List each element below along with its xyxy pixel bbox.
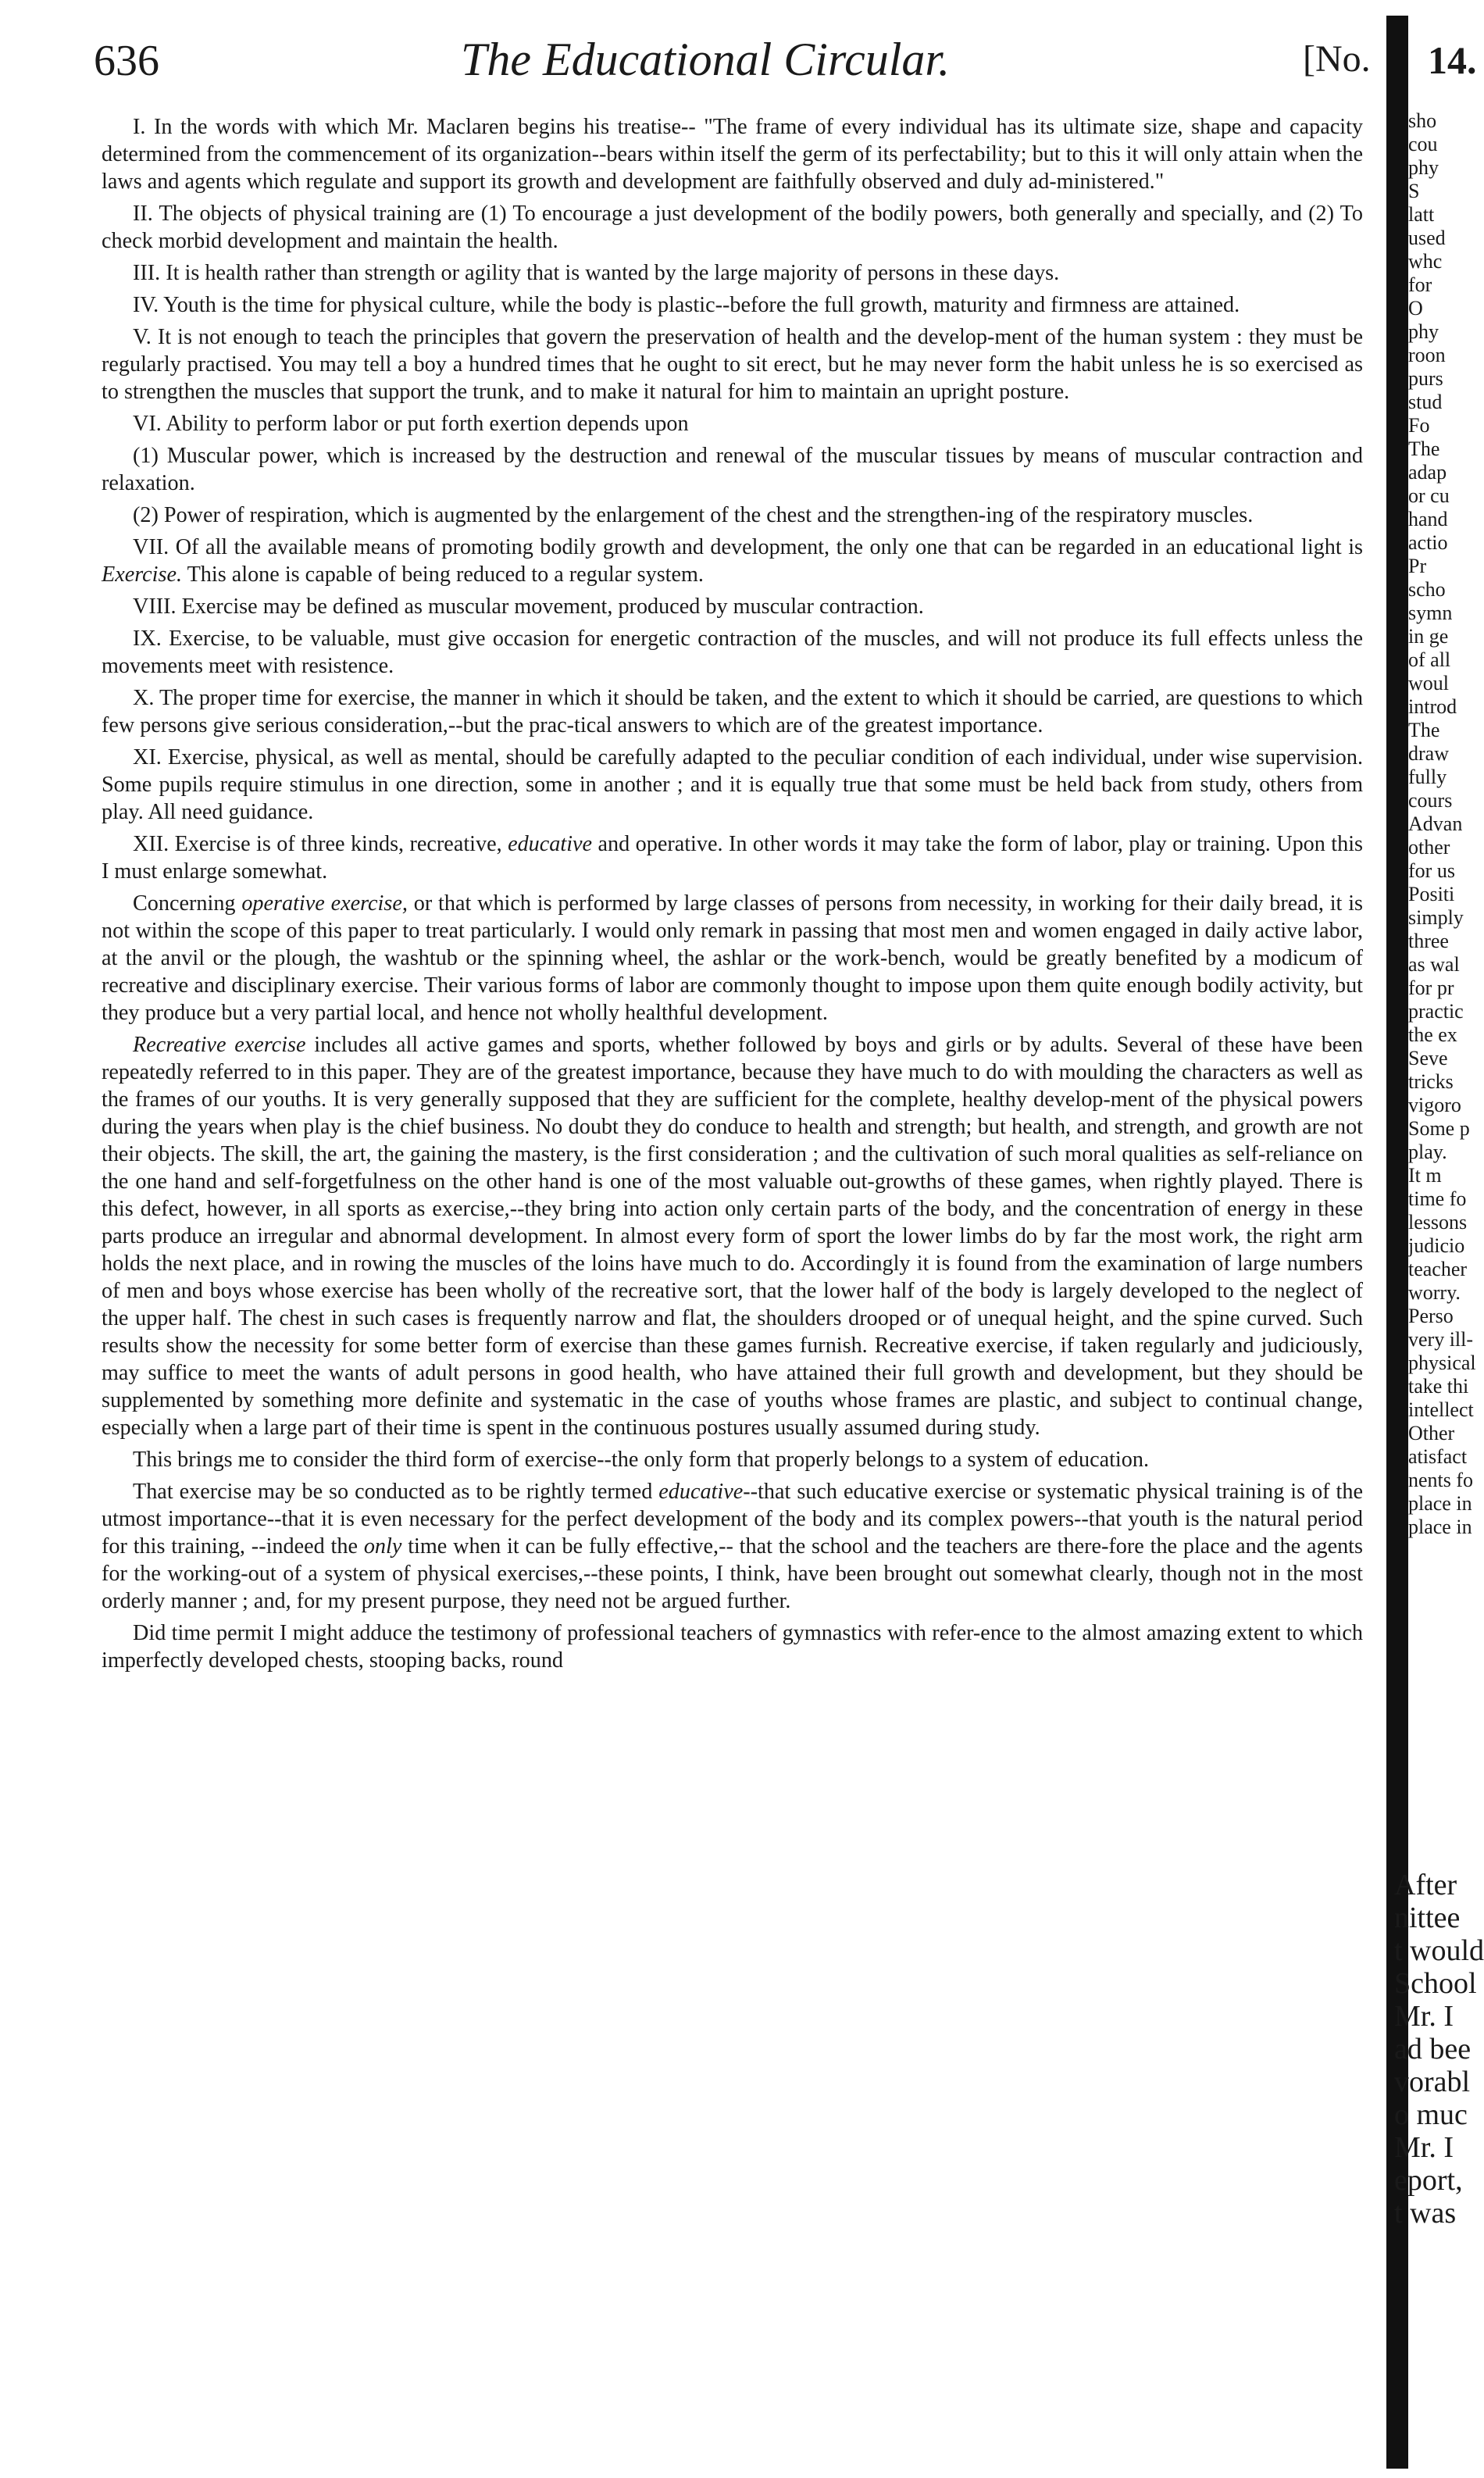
adjacent-column-line: practic <box>1408 1000 1464 1023</box>
adjacent-column-line: actio <box>1408 531 1448 554</box>
adjacent-column-line: fully <box>1408 766 1447 788</box>
adjacent-column-line: play. <box>1408 1141 1447 1163</box>
article-paragraph: II. The objects of physical training are (1) To encourage a just development of the bodily powers, both generally and specially, and (2) To check morbid development and maintain the health. <box>102 202 1363 253</box>
article-paragraph: VI. Ability to perform labor or put forth exertion depends upon <box>133 412 689 436</box>
adjacent-column-line: of all <box>1408 648 1451 671</box>
adjacent-column-line: other <box>1408 836 1450 859</box>
adjacent-column-line: or cu <box>1408 484 1450 507</box>
article-paragraph: X. The proper time for exercise, the manner in which it should be taken, and the extent to which it should be carried, are questions to which few persons give serious consideration,--but the prac-tical answers to which are of the greatest importance. <box>102 686 1363 737</box>
adjacent-column-line: sho <box>1408 109 1437 132</box>
adjacent-column-line: Seve <box>1408 1047 1448 1069</box>
adjacent-column-line: simply <box>1408 906 1464 929</box>
journal-title: The Educational Circular. <box>461 34 951 85</box>
adjacent-column-line: intellect <box>1408 1398 1474 1421</box>
adjacent-column-line: o muc <box>1394 2098 1468 2131</box>
adjacent-column-line: used <box>1408 227 1446 249</box>
adjacent-column-line: stud <box>1408 391 1443 413</box>
adjacent-column-line: purs <box>1408 367 1443 390</box>
adjacent-column-line: Some p <box>1408 1117 1470 1140</box>
adjacent-column-line: nittee <box>1394 1901 1461 1934</box>
issue-abbreviation: [No. <box>1303 38 1371 80</box>
adjacent-column-line: teacher <box>1408 1258 1468 1280</box>
adjacent-column-line: symn <box>1408 602 1453 624</box>
adjacent-column-line: Other <box>1408 1422 1455 1444</box>
adjacent-column-line: as wal <box>1408 953 1460 976</box>
adjacent-column-line: for us <box>1408 859 1455 882</box>
adjacent-column-line: judicio <box>1408 1234 1465 1257</box>
article-paragraph: That exercise may be so conducted as to be rightly termed educative--that such educative exercise or systematic physical training is of the utmost importance--that it is even necessary for the perfect development of the body and its complex powers--that youth is the natural period for this training, --indeed the only time when it can be fully effective,-- that the school and the teachers are there-fore the place and the agents for the working-out of a system of physical exercises,--these points, I think, have been brought out somewhat clearly, though not in the most orderly manner ; and, for my present purpose, they need not be argued further. <box>102 1480 1363 1613</box>
adjacent-column-line: worry. <box>1408 1281 1461 1304</box>
adjacent-column-line: three <box>1408 930 1449 952</box>
article-paragraph: (1) Muscular power, which is increased by the destruction and renewal of the muscular tissues by means of muscular contraction and relaxation. <box>102 444 1363 495</box>
adjacent-column-line: Positi <box>1408 883 1455 905</box>
adjacent-column-line: nents fo <box>1408 1469 1474 1491</box>
article-paragraph: Recreative exercise includes all active games and sports, whether followed by boys and girls or by adults. Several of these have been repeatedly referred to in this paper. They are of the greatest importance, because they have much to do with moulding the characters as well as the frames of our youths. It is very generally supposed that they are sufficient for the complete, healthy develop-ment of the physical powers during the years when play is the chief business. No doubt they do conduce to health and strength; but health, and strength, and growth are not their objects. The skill, the art, the gaining the mastery, is the first consideration ; and the cultivation of such moral qualities as self-reliance on the one hand and self-forgetfulness on the other hand is one of the most valuable out-growths of these games, when rightly played. There is this defect, however, in all sports as exercise,--they bring into action only certain parts of the body, and the concentration of energy in these parts produce an irregular and abnormal development. In almost every form of sport the lower limbs do by far the most work, the right arm holds the next place, and in rowing the muscles of the loins have much to do. Accordingly it is found from the examination of large numbers of men and boys whose exercise has been wholly of the recreative sort, that the lower half of the body is largely developed to the neglect of the upper half. The chest in such cases is frequently narrow and flat, the shoulders drooped or of unequal height, and the spine curved. Such results show the necessity for some better form of exercise than these games furnish. Recreative exercise, if taken regularly and judiciously, may suffice to meet the wants of adult persons in good health, who have attained their full growth and development, but they should be supplemented by something more definite and systematic in the case of youths whose frames are plastic, and subject to continual change, especially when a large part of their time is spent in the continuous postures usually assumed during study. <box>102 1033 1363 1440</box>
adjacent-column-line: vorabl <box>1394 2066 1471 2098</box>
adjacent-column-line: introd <box>1408 695 1457 718</box>
adjacent-column-line: Perso <box>1408 1305 1454 1327</box>
adjacent-column-line: lessons <box>1408 1211 1468 1234</box>
adjacent-page-number: 14. <box>1428 38 1477 82</box>
adjacent-column-line: roon <box>1408 344 1446 366</box>
adjacent-column-line: atisfact <box>1408 1445 1468 1468</box>
adjacent-column-line: the ex <box>1408 1023 1457 1046</box>
adjacent-column-line: latt <box>1408 203 1435 226</box>
article-paragraph: V. It is not enough to teach the principles that govern the preservation of health and the develop-ment of the human system : they must be regularly practised. You may tell a boy a hundred times that he ought to sit erect, but he may never form the habit unless he is so exercised as to strengthen the muscles that support the trunk, and to make it natural for him to maintain an upright posture. <box>102 325 1363 404</box>
article-paragraph: XI. Exercise, physical, as well as mental, should be carefully adapted to the peculiar condition of each individual, under wise supervision. Some pupils require stimulus in one direction, some in another ; and it is equally true that some must be held back from study, others from play. All need guidance. <box>102 745 1363 824</box>
adjacent-column-line: cou <box>1408 133 1438 155</box>
adjacent-column-line: Advan <box>1408 812 1463 835</box>
adjacent-column-line: adap <box>1408 461 1447 484</box>
adjacent-column-line: woul <box>1408 672 1449 694</box>
adjacent-column-line: in ge <box>1408 625 1449 648</box>
adjacent-column-line: for pr <box>1408 977 1454 999</box>
article-body <box>102 113 1363 1679</box>
adjacent-column-line: whc <box>1408 250 1443 273</box>
article-paragraph: III. It is health rather than strength or agility that is wanted by the large majority of persons in these days. <box>133 261 1060 285</box>
article-paragraph: I. In the words with which Mr. Maclaren begins his treatise-- "The frame of every individual has its ultimate size, shape and capacity determined from the commencement of its organization--bears within itself the germ of its perfectability; but to this it will only attain when the laws and agents which regulate and support its growth and development are faithfully observed and duly ad-ministered." <box>102 115 1363 194</box>
adjacent-column-line: time fo <box>1408 1187 1467 1210</box>
adjacent-column-line: phy <box>1408 156 1439 179</box>
adjacent-column-line: School <box>1394 1967 1477 2000</box>
adjacent-column-lower <box>1394 1869 1484 2230</box>
adjacent-column-upper <box>1408 109 1476 1539</box>
adjacent-column-line: Mr. I <box>1394 2000 1454 2033</box>
adjacent-column-line: very ill- <box>1408 1328 1474 1351</box>
adjacent-column-line: Fo <box>1408 414 1430 437</box>
adjacent-column-line: hand <box>1408 508 1448 530</box>
adjacent-column-line: The <box>1408 437 1440 460</box>
adjacent-column-line: for <box>1408 273 1432 296</box>
article-paragraph: This brings me to consider the third form of exercise--the only form that properly belongs to a system of education. <box>133 1448 1149 1472</box>
adjacent-column-line: vigoro <box>1408 1094 1461 1116</box>
adjacent-column-line: cours <box>1408 789 1453 812</box>
adjacent-column-line: phy <box>1408 320 1439 343</box>
adjacent-column-line: t would <box>1394 1934 1484 1967</box>
article-paragraph: Concerning operative exercise, or that which is performed by large classes of persons from necessity, in working for their daily bread, it is not within the scope of this paper to treat particularly. I would only remark in passing that most men and women engaged in daily active labor, at the anvil or the plough, the washtub or the spinning wheel, the ashlar or the work-bench, would be greatly benefited by a modicum of recreative and disciplinary exercise. Their various forms of labor are commonly thought to impose upon them quite enough bodily activity, but they produce but a very partial local, and hence not wholly healthful development. <box>102 891 1363 1025</box>
article-paragraph: Did time permit I might adduce the testimony of professional teachers of gymnastics with refer-ence to the almost amazing extent to which imperfectly developed chests, stooping backs, round <box>102 1621 1363 1673</box>
article-paragraph: (2) Power of respiration, which is augmented by the enlargement of the chest and the strengthen-ing of the respiratory muscles. <box>133 503 1254 527</box>
adjacent-column-line: draw <box>1408 742 1449 765</box>
adjacent-column-line: scho <box>1408 578 1446 601</box>
adjacent-column-line: place in <box>1408 1492 1472 1515</box>
article-paragraph: IX. Exercise, to be valuable, must give occasion for energetic contraction of the muscles, and will not produce its full effects unless the movements meet with resistence. <box>102 627 1363 678</box>
adjacent-column-line: eport, <box>1394 2164 1463 2197</box>
article-paragraph: VII. Of all the available means of promoting bodily growth and development, the only one that can be regarded in an educational light is Exercise. This alone is capable of being reduced to a regular system. <box>102 535 1363 587</box>
page-header <box>0 31 1467 94</box>
adjacent-column-line: Pr <box>1408 555 1427 577</box>
adjacent-column-line: Mr. I <box>1394 2131 1454 2164</box>
adjacent-column-line: tricks <box>1408 1070 1454 1093</box>
adjacent-column-line: It m <box>1408 1164 1442 1187</box>
adjacent-column-line: ad bee <box>1394 2033 1472 2066</box>
adjacent-column-line: t was <box>1394 2197 1457 2230</box>
adjacent-column-line: physical <box>1408 1351 1476 1374</box>
page-number: 636 <box>94 37 159 85</box>
adjacent-column-line: After <box>1394 1869 1457 1901</box>
adjacent-column-line: S <box>1408 180 1420 202</box>
adjacent-column-line: place in <box>1408 1516 1472 1538</box>
article-paragraph: IV. Youth is the time for physical culture, while the body is plastic--before the full growth, maturity and firmness are attained. <box>133 293 1240 317</box>
article-paragraph: VIII. Exercise may be defined as muscular movement, produced by muscular contraction. <box>133 595 924 619</box>
adjacent-column-line: take thi <box>1408 1375 1469 1398</box>
adjacent-column-line: The <box>1408 719 1440 741</box>
article-paragraph: XII. Exercise is of three kinds, recreative, educative and operative. In other words it may take the form of labor, play or training. Upon this I must enlarge somewhat. <box>102 832 1363 884</box>
adjacent-column-line: O <box>1408 297 1423 320</box>
